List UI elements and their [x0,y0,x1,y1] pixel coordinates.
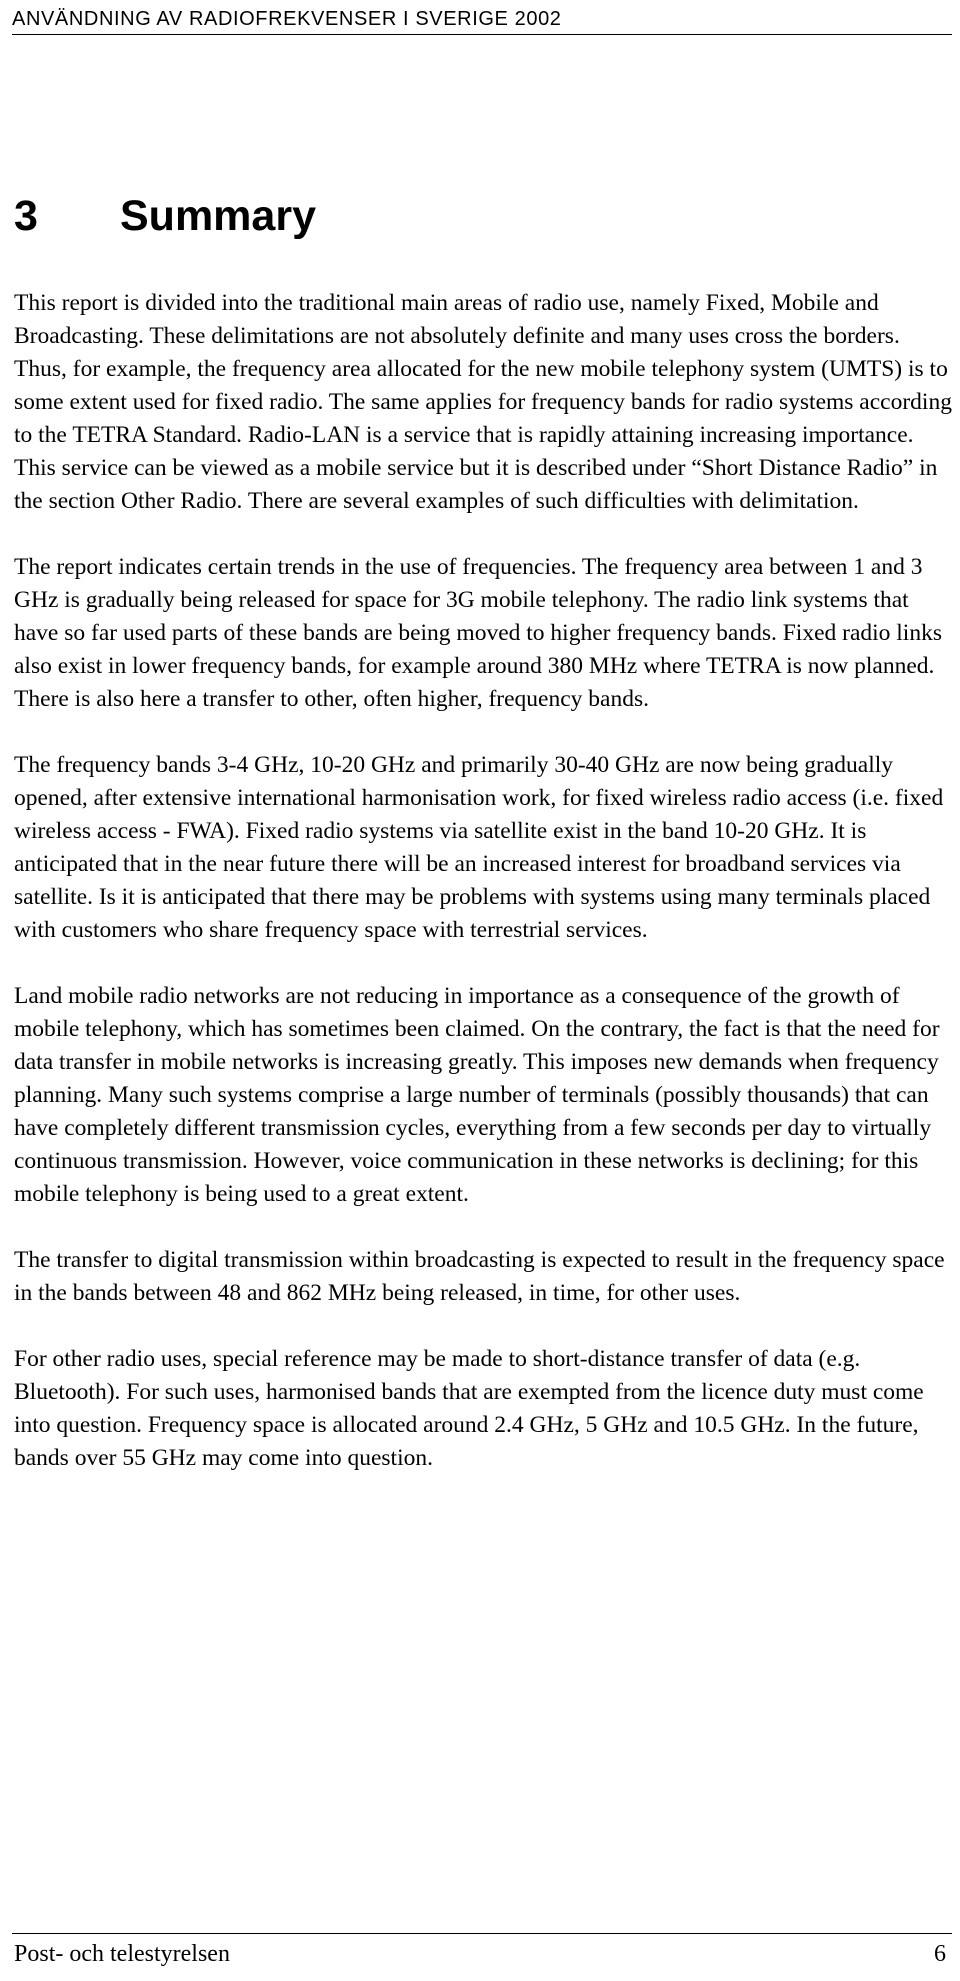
section-heading [14,190,316,242]
body-text [14,287,954,1508]
running-header-title: ANVÄNDNING AV RADIOFREKVENSER I SVERIGE 2002 [12,8,562,30]
running-header [12,4,952,35]
paragraph-broadcasting: The transfer to digital transmission within broadcasting is expected to result in the frequency space in the bands between 48 and 862 MHz being released, in time, for other uses. [14,1247,945,1306]
section-number: 3 [14,192,38,240]
paragraph-delimitation: This report is divided into the traditional main areas of radio use, namely Fixed, Mobile and Broadcasting. These delimitations are not absolutely definite and many uses cross the borders. Thus, for example, the frequency area allocated for the new mobile telephony system (UMTS) is to some extent used for fixed radio. The same applies for frequency bands for radio systems according to the TETRA Standard. Radio-LAN is a service that is rapidly attaining increasing importance. This service can be viewed as a mobile service but it is described under “Short Distance Radio” in the section Other Radio. There are several examples of such difficulties with delimitation. [14,290,952,514]
running-footer [12,1933,952,1970]
page-number: 6 [934,1941,946,1967]
paragraph-land-mobile-radio: Land mobile radio networks are not reducing in importance as a consequence of the growth of mobile telephony, which has sometimes been claimed. On the contrary, the fact is that the need for data transfer in mobile networks is increasing greatly. This imposes new demands when frequency planning. Many such systems comprise a large number of terminals (possibly thousands) that can have completely different transmission cycles, everything from a few seconds per day to virtually continuous transmission. However, voice communication in these networks is declining; for this mobile telephony is being used to a great extent. [14,983,940,1207]
footer-publisher: Post- och telestyrelsen [14,1941,230,1967]
paragraph-other-radio: For other radio uses, special reference may be made to short-distance transfer of data (e.g. Bluetooth). For such uses, harmonised bands that are exempted from the licence duty must come into question. Frequency space is allocated around 2.4 GHz, 5 GHz and 10.5 GHz. In the future, bands over 55 GHz may come into question. [14,1346,924,1471]
section-title: Summary [120,192,316,240]
paragraph-fixed-wireless-access: The frequency bands 3-4 GHz, 10-20 GHz and primarily 30-40 GHz are now being gradually opened, after extensive international harmonisation work, for fixed wireless radio access (i.e. fixed wireless access - FWA). Fixed radio systems via satellite exist in the band 10-20 GHz. It is anticipated that in the near future there will be an increased interest for broadband services via satellite. Is it is anticipated that there may be problems with systems using many terminals placed with customers who share frequency space with terrestrial services. [14,752,944,943]
paragraph-trends: The report indicates certain trends in the use of frequencies. The frequency area between 1 and 3 GHz is gradually being released for space for 3G mobile telephony. The radio link systems that have so far used parts of these bands are being moved to higher frequency bands. Fixed radio links also exist in lower frequency bands, for example around 380 MHz where TETRA is now planned. There is also here a transfer to other, often higher, frequency bands. [14,554,942,712]
